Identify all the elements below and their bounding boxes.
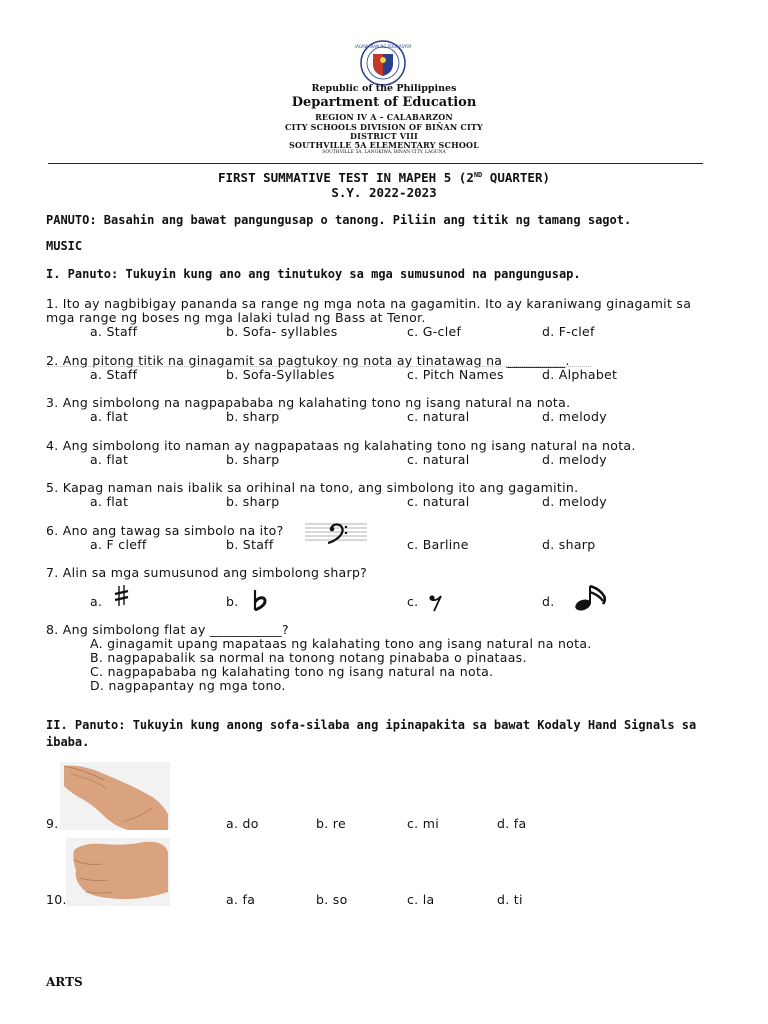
q4-option-c: c. natural <box>407 452 470 467</box>
q3-option-b: b. sharp <box>226 409 280 424</box>
part2-instruction-line1: II. Panuto: Tukuyin kung anong sofa-silaba ang ipinapakita sa bawat Kodaly Hand Signals sa <box>46 718 697 732</box>
deped-seal-icon <box>355 40 411 86</box>
flat-icon <box>252 589 268 611</box>
q5-option-a: a. flat <box>90 494 129 509</box>
rest-icon <box>428 594 444 612</box>
q8-option-d: D. nagpapantay ng mga tono. <box>90 678 286 693</box>
part1-instruction: I. Panuto: Tukuyin kung ano ang tinutukoy sa mga sumusunod na pangungusap. <box>46 267 581 281</box>
q3-option-d: d. melody <box>542 409 607 424</box>
hand-signal-do-icon <box>66 838 170 906</box>
q5-option-c: c. natural <box>407 494 470 509</box>
sharp-icon <box>113 585 129 607</box>
q1-option-d: d. F-clef <box>542 324 595 339</box>
q2-option-b: b. Sofa-Syllables <box>226 367 335 382</box>
q5-option-d: d. melody <box>542 494 607 509</box>
q9-option-d: d. fa <box>497 816 527 831</box>
question-4: 4. Ang simbolong ito naman ay nagpapataas ng kalahating tono ng isang natural na nota. <box>46 438 636 453</box>
question-5: 5. Kapag naman nais ibalik sa orihinal na tono, ang simbolong ito ang gagamitin. <box>46 480 579 495</box>
question-7: 7. Alin sa mga sumusunod ang simbolong sharp? <box>46 565 368 580</box>
header-divider <box>48 163 703 164</box>
q8-option-b: B. nagpapabalik sa normal na tonong notang pinababa o pinataas. <box>90 650 527 665</box>
question-1-line2: mga range ng boses ng mga lalaki tulad ng Bass at Tenor. <box>46 310 426 325</box>
q4-option-a: a. flat <box>90 452 129 467</box>
q4-option-b: b. sharp <box>226 452 280 467</box>
svg-text:KAGAWARAN NG EDUKASYON: KAGAWARAN NG EDUKASYON <box>355 44 411 49</box>
q1-option-c: c. G-clef <box>407 324 462 339</box>
q5-option-b: b. sharp <box>226 494 280 509</box>
q2-option-d: d. Alphabet <box>542 367 618 382</box>
q9-option-c: c. mi <box>407 816 439 831</box>
hand-signal-fa-icon <box>60 762 170 830</box>
q4-option-d: d. melody <box>542 452 607 467</box>
republic-line: Republic of the Philippines <box>311 83 457 94</box>
division-line: CITY SCHOOLS DIVISION OF BIÑAN CITY <box>285 122 483 132</box>
panuto-instruction: PANUTO: Basahin ang bawat pangungusap o tanong. Piliin ang titik ng tamang sagot. <box>46 213 632 227</box>
school-line: SOUTHVILLE 5A ELEMENTARY SCHOOL <box>288 140 480 150</box>
q9-option-a: a. do <box>226 816 259 831</box>
question-9-number: 9. <box>46 816 59 831</box>
q7-option-d: d. <box>542 594 555 609</box>
q10-option-b: b. so <box>316 892 348 907</box>
region-line: REGION IV A – CALABARZON <box>315 112 453 122</box>
q3-option-c: c. natural <box>407 409 470 424</box>
question-1-line1: 1. Ito ay nagbibigay pananda sa range ng mga nota na gagamitin. Ito ay karaniwang ginagamit sa <box>46 296 692 311</box>
q1-option-a: a. Staff <box>90 324 138 339</box>
question-3: 3. Ang simbolong na nagpapababa ng kalahating tono ng isang natural na nota. <box>46 395 571 410</box>
q6-option-a: a. F cleff <box>90 537 147 552</box>
q8-option-a: A. ginagamit upang mapataas ng kalahating tono ang isang natural na nota. <box>90 636 592 651</box>
q10-option-a: a. fa <box>226 892 256 907</box>
district-line: DISTRICT VIII <box>350 131 418 141</box>
q10-option-d: d. ti <box>497 892 523 907</box>
q8-option-c: C. nagpapababa ng kalahating tono ng isang natural na nota. <box>90 664 494 679</box>
q3-option-a: a. flat <box>90 409 129 424</box>
question-2: 2. Ang pitong titik na ginagamit sa pagtukoy ng nota ay tinatawag na _________. <box>46 353 570 368</box>
q10-option-c: c. la <box>407 892 435 907</box>
q6-option-b: b. Staff <box>226 537 274 552</box>
question-6: 6. Ano ang tawag sa simbolo na ito? <box>46 523 284 538</box>
department-line: Department of Education <box>291 95 477 110</box>
q6-option-d: d. sharp <box>542 537 596 552</box>
question-10-number: 10. <box>46 892 67 907</box>
test-title: FIRST SUMMATIVE TEST IN MAPEH 5 (2ND QUARTER) <box>217 170 551 185</box>
arts-heading: ARTS <box>46 975 83 989</box>
q6-option-c: c. Barline <box>407 537 469 552</box>
school-year: S.Y. 2022-2023 <box>331 185 437 200</box>
q2-option-c: c. Pitch Names <box>407 367 504 382</box>
question-8: 8. Ang simbolong flat ay ___________? <box>46 622 289 637</box>
q1-option-b: b. Sofa- syllables <box>226 324 338 339</box>
q7-option-c: c. <box>407 594 419 609</box>
music-heading: MUSIC <box>46 239 83 253</box>
sixteenth-note-icon <box>572 585 612 611</box>
q7-option-b: b. <box>226 594 239 609</box>
q9-option-b: b. re <box>316 816 346 831</box>
part2-instruction-line2: ibaba. <box>46 735 90 749</box>
bass-clef-icon <box>305 520 367 544</box>
q7-option-a: a. <box>90 594 103 609</box>
q2-option-a: a. Staff <box>90 367 138 382</box>
address-line: SOUTHVILLE 5A, LANGKIWA, BIÑAN CITY, LAGUNA <box>322 150 446 155</box>
